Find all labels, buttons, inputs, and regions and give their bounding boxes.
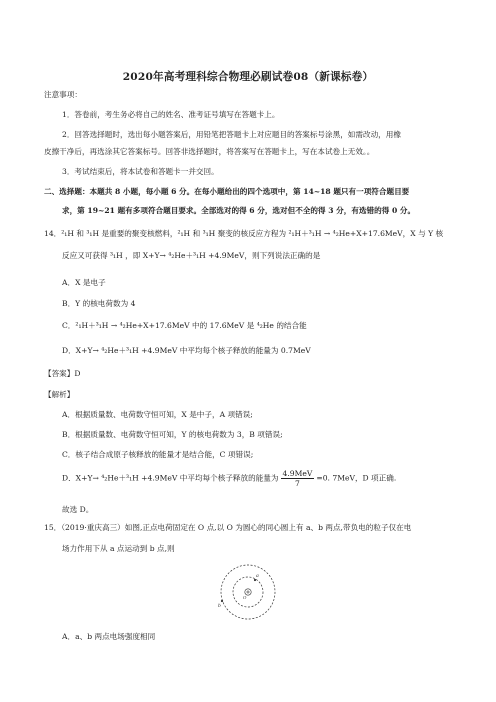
q14-analysis-d-pre: D．X+Y→ ⁴₂He＋³₁H +4.9MeV 中平均每个核子释放的能量为 xyxy=(62,473,279,483)
notice-item-1: 1．答卷前，考生务必将自己的姓名、准考证号填写在答题卡上。 xyxy=(62,110,280,119)
notice-heading: 注意事项： xyxy=(44,90,82,99)
q14-option-d: D．X+Y→ ⁴₂He＋³₁H +4.9MeV 中平均每个核子释放的能量为 0.7MeV xyxy=(62,346,311,355)
page-title: 2020年高考理科综合物理必刷试卷08（新课标卷） xyxy=(122,71,374,83)
q14-analysis-d xyxy=(62,469,396,488)
q15-stem-line-1: 15．（2019·重庆高三）如图,正点电荷固定在 O 点,以 O 为圆心的同心圆上有 a、b 两点,带负电的粒子仅在电 xyxy=(44,523,412,532)
q14-stem-line-1: 14．²₁H 和 ³₁H 是重要的聚变核燃料，²₁H 和 ³₁H 聚变的核反应方程为 ²₁H＋³₁H → ⁴₂He+X+17.6MeV，X 与 Y 核 xyxy=(44,229,444,238)
section-instruction-line-2: 求，第 19~21 题有多项符合题目要求。全部选对的得 6 分，选对但不全的得 3 分，有选错的得 0 分。 xyxy=(62,206,416,215)
q14-option-c: C．²₁H＋³₁H → ⁴₂He+X+17.6MeV 中的 17.6MeV 是 ⁴₂He 的结合能 xyxy=(62,321,307,330)
q14-stem-line-2: 反应又可获得 ³₁H ，即 X+Y→ ⁴₂He＋³₁H +4.9MeV，则下列说法正确的是 xyxy=(62,251,321,260)
fraction-numerator: 4.9MeV xyxy=(282,469,313,478)
section-instruction-line-1: 二、选择题：本题共 8 小题，每小题 6 分。在每小题给出的四个选项中，第 14~18 题只有一项符合题目要 xyxy=(44,187,410,196)
fraction-denominator: 7 xyxy=(295,479,300,488)
point-b-dot xyxy=(221,600,223,602)
energy-fraction xyxy=(281,469,315,488)
q14-analysis-b: B．根据质量数、电荷数守恒可知，Y 的核电荷数为 3，B 项错误; xyxy=(62,430,283,439)
point-a-dot xyxy=(254,579,256,581)
q14-analysis-heading: 【解析】 xyxy=(44,390,75,399)
notice-item-2: 2．回答选择题时，选出每小题答案后，用铅笔把答题卡上对应题目的答案标号涂黑，如需改动，用橡 xyxy=(62,130,401,139)
point-b-label: b xyxy=(218,603,221,609)
q14-answer: 【答案】D xyxy=(44,369,81,378)
q14-conclusion: 故选 D。 xyxy=(62,505,94,514)
q14-analysis-c: C．核子结合成原子核释放的能量才是结合能，C 项错误; xyxy=(62,450,254,459)
q14-analysis-a: A．根据质量数、电荷数守恒可知，X 是中子，A 项错误; xyxy=(62,410,253,419)
notice-item-3: 3．考试结束后，将本试卷和答题卡一并交回。 xyxy=(62,167,219,176)
point-o-label: O xyxy=(243,595,247,600)
q15-option-a: A．a、b 两点电场强度相同 xyxy=(62,632,156,641)
q14-option-b: B．Y 的核电荷数为 4 xyxy=(62,299,136,308)
concentric-circles-figure xyxy=(218,563,278,621)
q15-stem-line-2: 场力作用下从 a 点运动到 b 点,则 xyxy=(62,544,175,553)
q14-analysis-d-post: =0. 7MeV，D 项正确. xyxy=(316,473,397,483)
point-a-label: a xyxy=(256,573,259,579)
notice-item-2-cont: 皮擦干净后，再选涂其它答案标号。回答非选择题时，将答案写在答题卡上，写在本试卷上无效。。 xyxy=(44,147,375,156)
q14-option-a: A．X 是电子 xyxy=(62,278,106,287)
